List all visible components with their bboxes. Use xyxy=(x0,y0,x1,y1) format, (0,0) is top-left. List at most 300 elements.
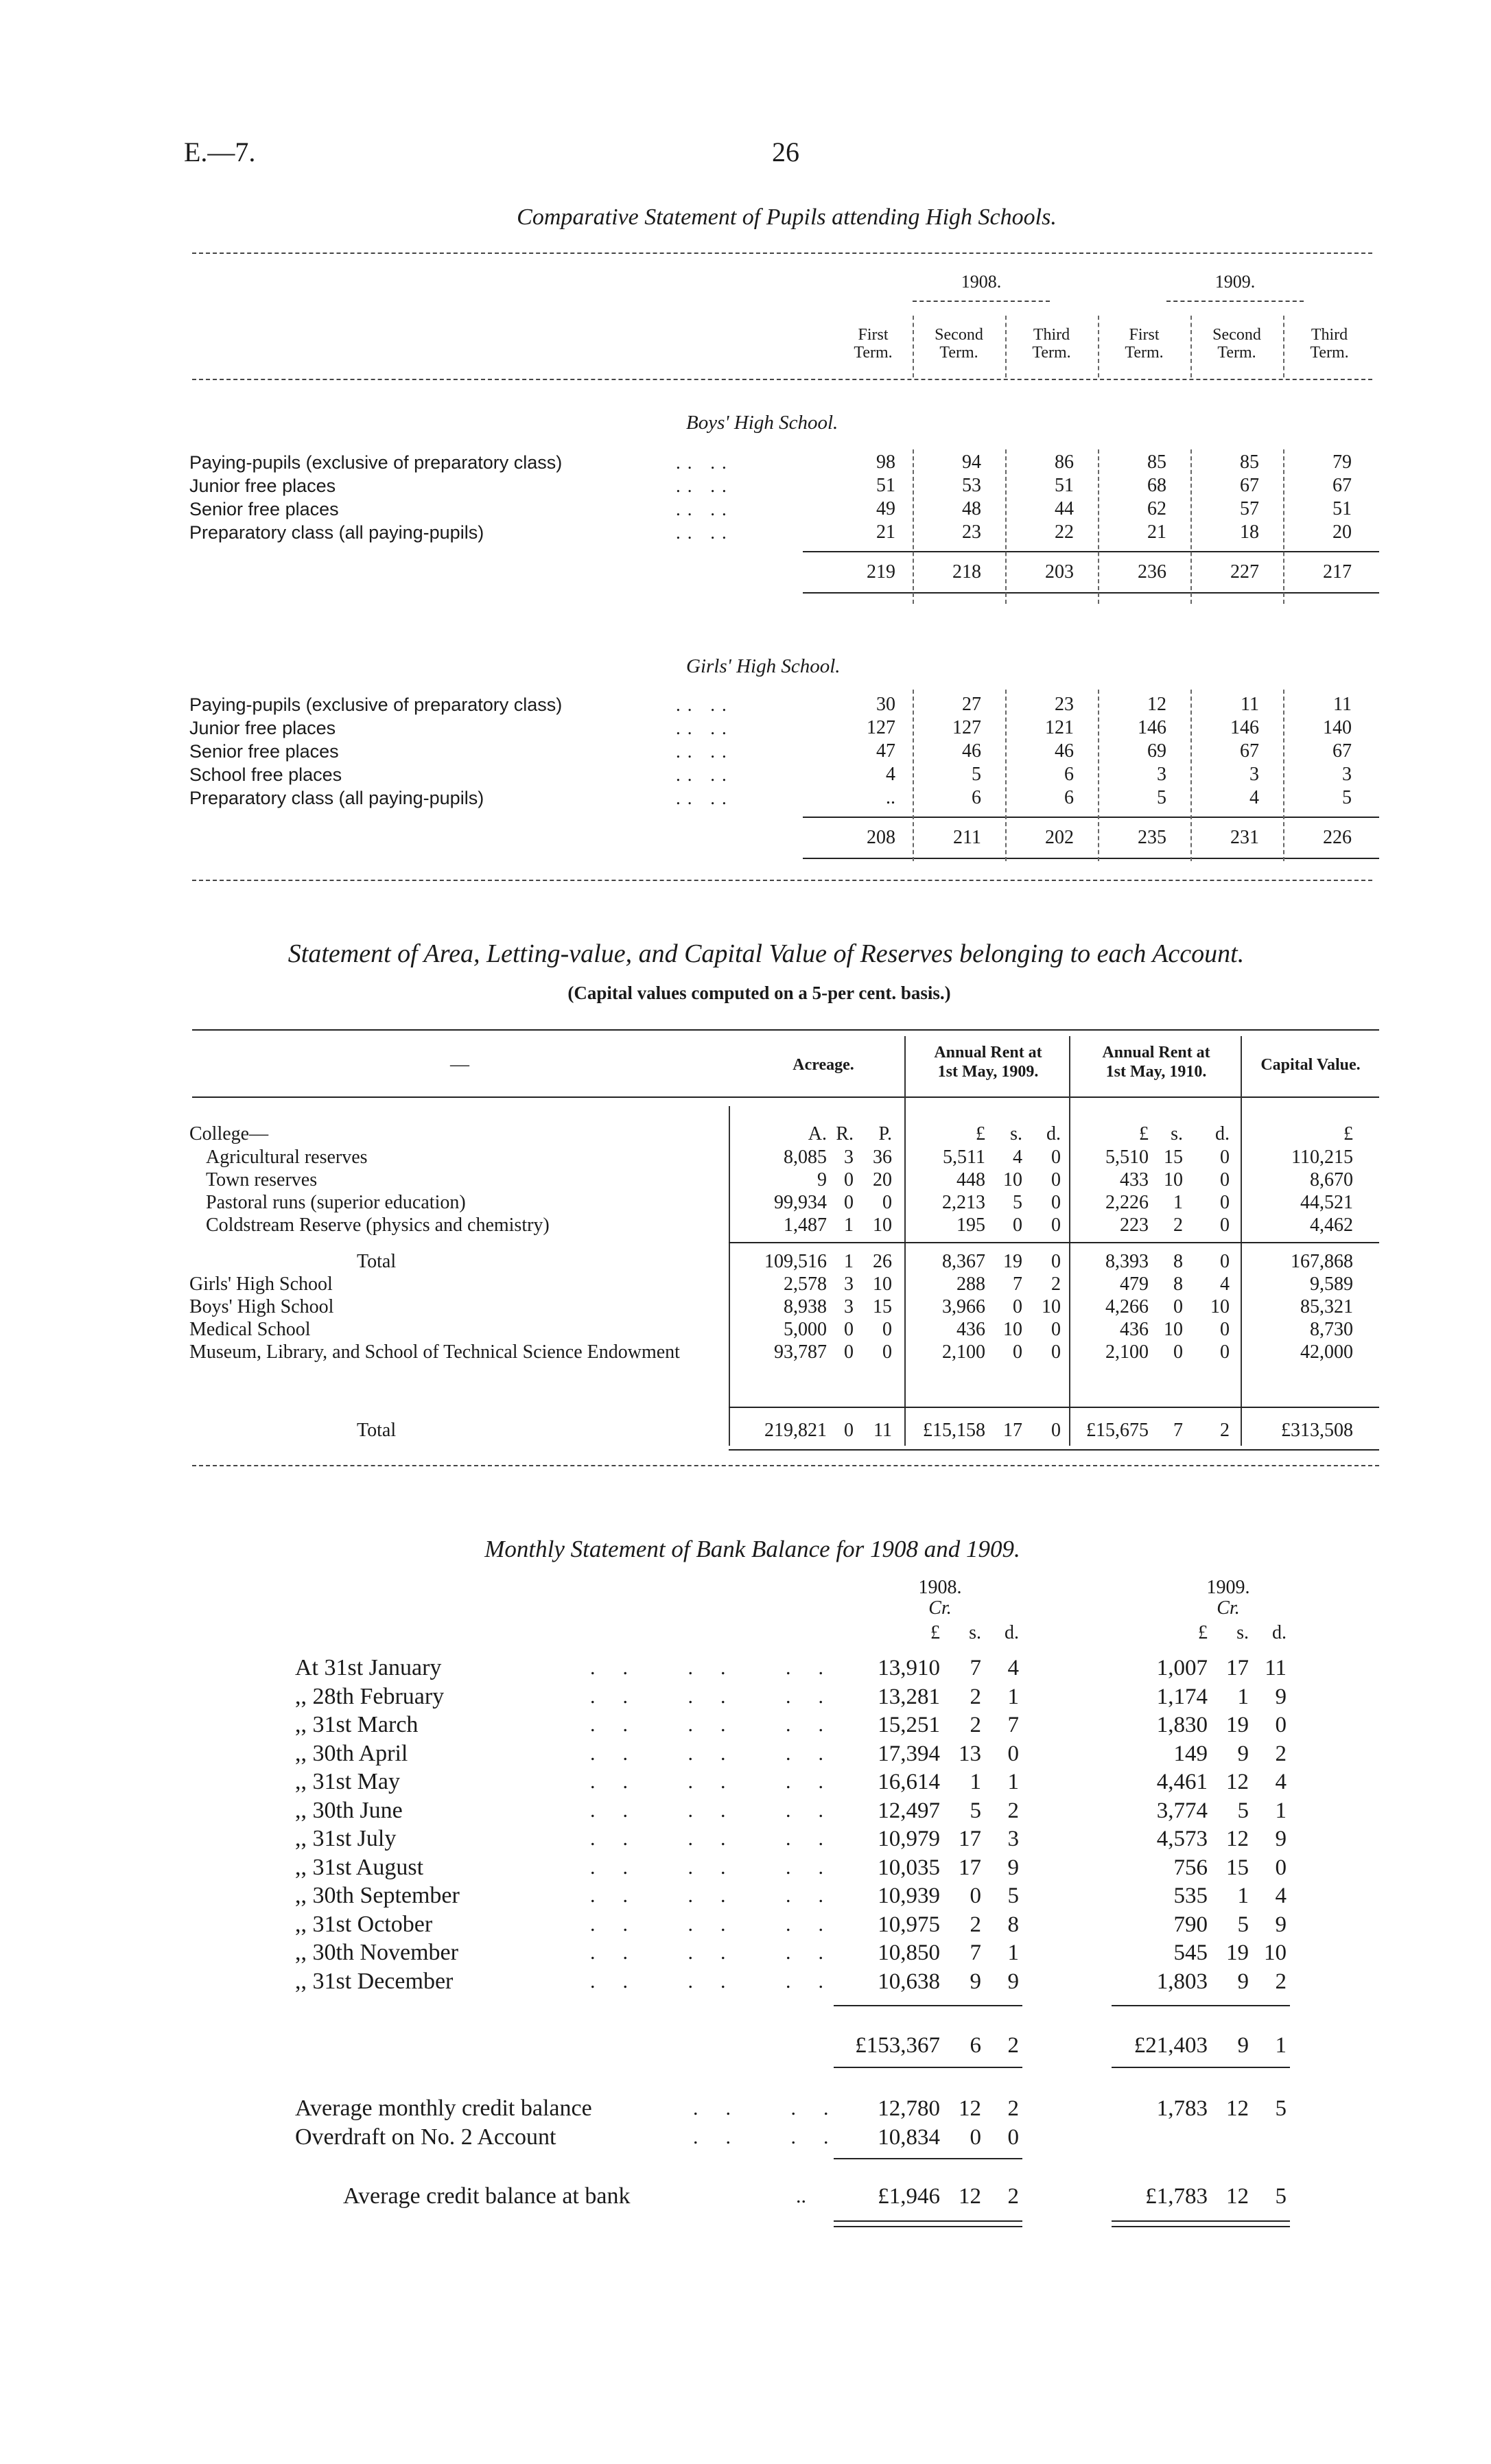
rule xyxy=(834,2005,1022,2006)
bank-1908-shillings: 2 xyxy=(970,1713,981,1737)
rule xyxy=(834,2067,1022,2068)
bank-total-1909-pence: 1 xyxy=(1275,2033,1287,2058)
cell-value: 146 xyxy=(1230,717,1259,738)
col-rule xyxy=(1190,690,1192,861)
col-rule xyxy=(1283,690,1284,861)
bank-1908-pounds: 13,910 xyxy=(878,1656,940,1680)
rule xyxy=(729,1407,1379,1408)
bank-1909-pence: 10 xyxy=(1264,1940,1287,1965)
bank-unit-label: d. xyxy=(1005,1622,1019,1643)
header-rent-1910 xyxy=(1070,1043,1242,1081)
rent-1909-shillings: 0 xyxy=(1013,1215,1022,1236)
bank-1909-pounds: 4,461 xyxy=(1156,1770,1208,1794)
rent-1910-pounds: 4,266 xyxy=(1105,1296,1149,1317)
cell-value: 51 xyxy=(876,475,895,496)
rule xyxy=(834,2226,1022,2227)
overdraft-label: Overdraft on No. 2 Account xyxy=(295,2124,556,2150)
bank-unit-label: s. xyxy=(1236,1622,1249,1643)
leader-dots: .. .. .. xyxy=(590,1798,851,1822)
rent-1909-pence: 0 xyxy=(1051,1341,1061,1363)
rent-1910-shillings: 8 xyxy=(1173,1251,1183,1272)
leader-dots: .. .. .. xyxy=(590,1884,851,1907)
header-acreage: Acreage. xyxy=(793,1056,854,1074)
avg-bank-1908-shillings: 12 xyxy=(959,2184,981,2209)
total-value: 211 xyxy=(953,827,981,848)
bank-1909-shillings: 5 xyxy=(1237,1798,1249,1823)
cell-value: 62 xyxy=(1147,498,1166,519)
perches-value: 10 xyxy=(873,1215,892,1236)
capital-value: £313,508 xyxy=(1281,1420,1353,1441)
col-rule xyxy=(1283,449,1284,604)
bank-1908-pence: 5 xyxy=(1007,1884,1019,1908)
term-header-line2: Term. xyxy=(1217,344,1256,362)
rent-1910-pounds: 5,510 xyxy=(1105,1147,1149,1168)
bank-1908-pounds: 10,850 xyxy=(878,1940,940,1965)
bank-1909-pence: 9 xyxy=(1275,1912,1287,1937)
month-label: ,, 30th September xyxy=(295,1883,460,1908)
term-header-line1: Second xyxy=(1212,326,1261,344)
col-rule xyxy=(913,449,914,604)
rent-1909-shillings: 0 xyxy=(1013,1296,1022,1317)
col-rule xyxy=(1005,449,1007,604)
rent-1910-pounds: 479 xyxy=(1120,1274,1149,1295)
roods-value: 0 xyxy=(844,1192,854,1213)
bank-unit-label: £ xyxy=(1198,1622,1208,1643)
bank-unit-label: £ xyxy=(930,1622,940,1643)
cell-value: 53 xyxy=(962,475,981,496)
leader-dots: .. .. .. xyxy=(590,1656,851,1679)
header-rent-1910-line1: Annual Rent at xyxy=(1102,1044,1210,1061)
cell-value: 44 xyxy=(1055,498,1074,519)
month-label: ,, 31st December xyxy=(295,1968,454,1994)
cell-value: 23 xyxy=(1055,694,1074,715)
bank-1908-pence: 4 xyxy=(1007,1656,1019,1680)
cell-value: 49 xyxy=(876,498,895,519)
reserve-row-label: Museum, Library, and School of Technical Science Endowment xyxy=(189,1341,680,1363)
leader-dots: .. .. xyxy=(693,2097,856,2120)
cell-value: 48 xyxy=(962,498,981,519)
term-header-line1: Second xyxy=(935,326,983,344)
bank-total-1908-pence: 2 xyxy=(1007,2033,1019,2058)
capital-value: 8,670 xyxy=(1310,1169,1353,1190)
rent-1909-pounds: 2,213 xyxy=(942,1192,985,1213)
avg-bank-1909-pounds: £1,783 xyxy=(1145,2184,1208,2209)
perches-value: 10 xyxy=(873,1274,892,1295)
roods-value: 3 xyxy=(844,1147,854,1168)
bank-total-1909-shillings: 9 xyxy=(1237,2033,1249,2058)
overdraft-pounds: 10,834 xyxy=(878,2125,940,2150)
bank-1908-pence: 0 xyxy=(1007,1741,1019,1766)
bank-1908-pounds: 10,638 xyxy=(878,1969,940,1994)
unit-label: s. xyxy=(1010,1123,1022,1145)
reserves-title: Statement of Area, Letting-value, and Capital Value of Reserves belonging to each Account. xyxy=(287,939,1245,968)
bank-1908-pounds: 10,035 xyxy=(878,1855,940,1880)
bank-1908-shillings: 13 xyxy=(959,1741,981,1766)
bank-1909-pounds: 790 xyxy=(1173,1912,1208,1937)
roods-value: 0 xyxy=(844,1169,854,1190)
bank-1908-shillings: 9 xyxy=(970,1969,981,1994)
bank-1909-pence: 2 xyxy=(1275,1969,1287,1994)
row-label: Senior free places xyxy=(189,499,339,519)
col-rule xyxy=(1098,316,1099,377)
rent-1910-pence: 0 xyxy=(1220,1147,1230,1168)
cell-value: 67 xyxy=(1332,740,1352,762)
col-rule xyxy=(1283,316,1284,377)
rent-1909-pence: 0 xyxy=(1051,1215,1061,1236)
row-label: Junior free places xyxy=(189,476,336,496)
col-rule xyxy=(1069,1036,1070,1446)
bank-1909-pounds: 3,774 xyxy=(1156,1798,1208,1823)
col-rule xyxy=(1098,449,1099,604)
bank-1909-pounds: 1,007 xyxy=(1156,1656,1208,1680)
rent-1909-shillings: 10 xyxy=(1003,1169,1022,1190)
rule xyxy=(1112,2220,1290,2222)
term-header-line1: First xyxy=(1129,326,1160,344)
rent-1910-pence: 0 xyxy=(1220,1319,1230,1340)
bank-1908-shillings: 5 xyxy=(970,1798,981,1823)
rent-1909-pence: 2 xyxy=(1051,1274,1061,1295)
header-rent-1909-line2: 1st May, 1909. xyxy=(937,1063,1039,1081)
cell-value: 23 xyxy=(962,521,981,543)
rent-1909-pence: 0 xyxy=(1051,1420,1061,1441)
bank-1909-pounds: 149 xyxy=(1173,1741,1208,1766)
leader-dots: .. .. xyxy=(693,2126,856,2148)
month-label: ,, 28th February xyxy=(295,1683,445,1709)
cell-value: 47 xyxy=(876,740,895,762)
rent-1909-pence: 0 xyxy=(1051,1192,1061,1213)
rule xyxy=(729,1449,1379,1451)
acreage-value: 109,516 xyxy=(764,1251,827,1272)
avg-1908-pounds: 12,780 xyxy=(878,2096,940,2121)
capital-value: 4,462 xyxy=(1310,1215,1353,1236)
bank-cr-1908: Cr. xyxy=(928,1597,952,1619)
rent-1909-pounds: 448 xyxy=(956,1169,985,1190)
avg-bank-1908-pounds: £1,946 xyxy=(878,2184,940,2209)
bank-1908-pence: 8 xyxy=(1007,1912,1019,1937)
header-rent-1910-line2: 1st May, 1910. xyxy=(1105,1063,1207,1081)
rule xyxy=(803,551,1379,552)
total-value: 218 xyxy=(952,561,981,583)
capital-value: 110,215 xyxy=(1291,1147,1353,1168)
bank-unit-label: d. xyxy=(1272,1622,1287,1643)
header-capital: Capital Value. xyxy=(1260,1056,1361,1074)
bank-1908-pence: 9 xyxy=(1007,1969,1019,1994)
month-label: ,, 31st May xyxy=(295,1769,400,1794)
bank-1908-pounds: 10,939 xyxy=(878,1884,940,1908)
total-value: 208 xyxy=(867,827,895,848)
rent-1910-pounds: 2,226 xyxy=(1105,1192,1149,1213)
acreage-value: 99,934 xyxy=(774,1192,827,1213)
total-value: 227 xyxy=(1230,561,1259,583)
leader-dots: .. .. .. xyxy=(590,1827,851,1850)
capital-value: 42,000 xyxy=(1300,1341,1353,1363)
college-row-label: Agricultural reserves xyxy=(206,1147,368,1168)
bank-total-1908-shillings: 6 xyxy=(970,2033,981,2058)
rent-1909-shillings: 0 xyxy=(1013,1341,1022,1363)
rule xyxy=(834,2220,1022,2222)
total-value: 231 xyxy=(1230,827,1259,848)
leader-dots: .. xyxy=(796,2185,806,2207)
avg-bank-label: Average credit balance at bank xyxy=(343,2183,631,2209)
cell-value: 4 xyxy=(886,764,895,785)
rent-1910-shillings: 10 xyxy=(1164,1169,1183,1190)
bank-1908-pence: 1 xyxy=(1007,1684,1019,1709)
rule xyxy=(1166,301,1304,302)
bank-1908-pence: 2 xyxy=(1007,1798,1019,1823)
term-header-line1: Third xyxy=(1033,326,1070,344)
roods-value: 1 xyxy=(844,1251,854,1272)
bank-year-1908: 1908. xyxy=(918,1577,962,1598)
bank-1908-shillings: 1 xyxy=(970,1770,981,1794)
row-label: School free places xyxy=(189,764,342,785)
cell-value: 127 xyxy=(867,717,895,738)
rent-1910-shillings: 10 xyxy=(1164,1319,1183,1340)
cell-value: 46 xyxy=(1055,740,1074,762)
bank-cr-1909: Cr. xyxy=(1217,1597,1240,1619)
rule xyxy=(192,379,1372,380)
cell-value: 5 xyxy=(1157,787,1166,808)
rent-1910-shillings: 0 xyxy=(1173,1341,1183,1363)
rent-1909-shillings: 5 xyxy=(1013,1192,1022,1213)
roods-value: 3 xyxy=(844,1296,854,1317)
rent-1910-shillings: 2 xyxy=(1173,1215,1183,1236)
term-header-line2: Term. xyxy=(939,344,978,362)
leader-dots: .. .. .. xyxy=(590,1741,851,1765)
roods-value: 0 xyxy=(844,1341,854,1363)
term-header-line2: Term. xyxy=(1125,344,1164,362)
cell-value: 6 xyxy=(972,787,981,808)
bank-1909-pence: 4 xyxy=(1275,1770,1287,1794)
total-value: 219 xyxy=(867,561,895,583)
row-dots: .. .. xyxy=(676,499,733,519)
total-value: 226 xyxy=(1323,827,1352,848)
rule xyxy=(192,880,1372,881)
rent-1910-pence: 2 xyxy=(1220,1420,1230,1441)
cell-value: 3 xyxy=(1249,764,1259,785)
bank-1908-pence: 3 xyxy=(1007,1827,1019,1851)
acreage-value: 1,487 xyxy=(784,1215,827,1236)
college-label: College— xyxy=(189,1123,269,1145)
month-label: ,, 31st July xyxy=(295,1826,397,1851)
month-label: ,, 31st March xyxy=(295,1712,419,1737)
row-dots: .. .. xyxy=(676,522,733,543)
rent-1910-pence: 0 xyxy=(1220,1251,1230,1272)
bank-1909-pence: 2 xyxy=(1275,1741,1287,1766)
cell-value: 27 xyxy=(962,694,981,715)
cell-value: 6 xyxy=(1064,787,1074,808)
cell-value: 85 xyxy=(1147,451,1166,473)
bank-1909-pounds: 545 xyxy=(1173,1940,1208,1965)
avg-bank-1909-pence: 5 xyxy=(1275,2184,1287,2209)
cell-value: 67 xyxy=(1240,475,1259,496)
bank-1909-pence: 0 xyxy=(1275,1713,1287,1737)
rent-1909-pounds: 5,511 xyxy=(943,1147,985,1168)
rule xyxy=(834,2158,1022,2159)
rule xyxy=(192,1096,1379,1098)
bank-1909-pounds: 535 xyxy=(1173,1884,1208,1908)
bank-1909-shillings: 1 xyxy=(1237,1884,1249,1908)
rent-1910-pence: 4 xyxy=(1220,1274,1230,1295)
bank-1909-pounds: 756 xyxy=(1173,1855,1208,1880)
cell-value: 5 xyxy=(972,764,981,785)
leader-dots: .. .. .. xyxy=(590,1770,851,1793)
cell-value: 11 xyxy=(1241,694,1259,715)
roods-value: 0 xyxy=(844,1420,854,1441)
cell-value: 127 xyxy=(952,717,981,738)
rent-1909-pounds: 2,100 xyxy=(942,1341,985,1363)
perches-value: 11 xyxy=(873,1420,892,1441)
col-rule xyxy=(1190,316,1192,377)
cell-value: 79 xyxy=(1332,451,1352,473)
row-label: Paying-pupils (exclusive of preparatory class) xyxy=(189,452,563,473)
bank-1909-pence: 1 xyxy=(1275,1798,1287,1823)
cell-value: 69 xyxy=(1147,740,1166,762)
cell-value: 46 xyxy=(962,740,981,762)
acreage-value: 93,787 xyxy=(774,1341,827,1363)
rent-1910-pounds: 8,393 xyxy=(1105,1251,1149,1272)
cell-value: 11 xyxy=(1333,694,1352,715)
row-label: Preparatory class (all paying-pupils) xyxy=(189,788,484,808)
rule xyxy=(913,301,1050,302)
avg-1908-shillings: 12 xyxy=(959,2096,981,2121)
avg-bank-1909-shillings: 12 xyxy=(1226,2184,1249,2209)
bank-title: Monthly Statement of Bank Balance for 1908 and 1909. xyxy=(484,1536,1020,1562)
total-value: 236 xyxy=(1138,561,1166,583)
row-dots: .. .. xyxy=(676,452,733,473)
term-header-line2: Term. xyxy=(1032,344,1071,362)
row-label: Junior free places xyxy=(189,718,336,738)
rent-1910-pounds: £15,675 xyxy=(1086,1420,1149,1441)
roods-value: 0 xyxy=(844,1319,854,1340)
rent-1910-pounds: 223 xyxy=(1120,1215,1149,1236)
bank-1908-pounds: 17,394 xyxy=(878,1741,940,1766)
rent-1909-pounds: £15,158 xyxy=(923,1420,985,1441)
unit-label: d. xyxy=(1046,1123,1061,1145)
year-1909: 1909. xyxy=(1214,272,1256,292)
term-header-line1: First xyxy=(858,326,889,344)
col-rule xyxy=(1005,690,1007,861)
rent-1910-pounds: 2,100 xyxy=(1105,1341,1149,1363)
cell-value: 22 xyxy=(1055,521,1074,543)
bank-1909-pence: 11 xyxy=(1265,1656,1287,1680)
bank-1908-shillings: 2 xyxy=(970,1912,981,1937)
cell-value: 94 xyxy=(962,451,981,473)
leader-dots: .. .. .. xyxy=(590,1941,851,1964)
row-dots: .. .. xyxy=(676,764,733,785)
bank-1909-shillings: 5 xyxy=(1237,1912,1249,1937)
year-1908: 1908. xyxy=(961,272,1002,292)
cell-value: 67 xyxy=(1240,740,1259,762)
reserve-row-label: Boys' High School xyxy=(189,1296,334,1317)
month-label: ,, 31st August xyxy=(295,1854,424,1880)
cell-value: 20 xyxy=(1332,521,1352,543)
rent-1910-shillings: 1 xyxy=(1173,1192,1183,1213)
reserve-row-label: Girls' High School xyxy=(189,1274,333,1295)
header-dash: — xyxy=(450,1054,469,1075)
rent-1909-pounds: 3,966 xyxy=(942,1296,985,1317)
rent-1910-shillings: 0 xyxy=(1173,1296,1183,1317)
cell-value: 30 xyxy=(876,694,895,715)
cell-value: 146 xyxy=(1138,717,1166,738)
cell-value: 140 xyxy=(1323,717,1352,738)
capital-value: 167,868 xyxy=(1291,1251,1353,1272)
cell-value: 121 xyxy=(1045,717,1074,738)
bank-1909-shillings: 12 xyxy=(1226,1827,1249,1851)
total-value: 217 xyxy=(1323,561,1352,583)
unit-label: £ xyxy=(1343,1123,1353,1145)
rule xyxy=(803,592,1379,594)
capital-value: 8,730 xyxy=(1310,1319,1353,1340)
bank-year-1909: 1909. xyxy=(1206,1577,1250,1598)
page-code: E.—7. xyxy=(184,137,256,167)
boys-heading: Boys' High School. xyxy=(686,412,838,434)
perches-value: 26 xyxy=(873,1251,892,1272)
cell-value: .. xyxy=(886,787,895,808)
avg-1908-pence: 2 xyxy=(1007,2096,1019,2121)
rent-1909-pounds: 436 xyxy=(956,1319,985,1340)
bank-1908-pence: 9 xyxy=(1007,1855,1019,1880)
rent-1909-shillings: 10 xyxy=(1003,1319,1022,1340)
bank-1908-pounds: 10,975 xyxy=(878,1912,940,1937)
reserve-row-label: Total xyxy=(357,1251,397,1272)
rent-1910-pounds: 436 xyxy=(1120,1319,1149,1340)
acreage-value: 8,938 xyxy=(784,1296,827,1317)
perches-value: 0 xyxy=(882,1341,892,1363)
roods-value: 3 xyxy=(844,1274,854,1295)
college-row-label: Coldstream Reserve (physics and chemistry) xyxy=(206,1215,550,1236)
term-header-line1: Third xyxy=(1311,326,1348,344)
bank-1909-pence: 0 xyxy=(1275,1855,1287,1880)
cell-value: 21 xyxy=(1147,521,1166,543)
bank-1909-shillings: 12 xyxy=(1226,1770,1249,1794)
bank-1909-pence: 9 xyxy=(1275,1827,1287,1851)
bank-1909-shillings: 9 xyxy=(1237,1969,1249,1994)
rent-1910-pence: 0 xyxy=(1220,1215,1230,1236)
header-rent-1909 xyxy=(906,1043,1070,1081)
bank-1908-pence: 1 xyxy=(1007,1940,1019,1965)
capital-value: 44,521 xyxy=(1300,1192,1353,1213)
bank-1908-shillings: 7 xyxy=(970,1656,981,1680)
cell-value: 6 xyxy=(1064,764,1074,785)
total-value: 235 xyxy=(1138,827,1166,848)
bank-1908-shillings: 7 xyxy=(970,1940,981,1965)
rent-1910-pence: 0 xyxy=(1220,1169,1230,1190)
cell-value: 51 xyxy=(1332,498,1352,519)
unit-label: R. xyxy=(836,1123,854,1145)
cell-value: 68 xyxy=(1147,475,1166,496)
bank-1908-shillings: 17 xyxy=(959,1827,981,1851)
bank-1909-shillings: 1 xyxy=(1237,1684,1249,1709)
rent-1910-pounds: 433 xyxy=(1120,1169,1149,1190)
term-header-line2: Term. xyxy=(1310,344,1349,362)
bank-1909-shillings: 17 xyxy=(1226,1656,1249,1680)
rent-1910-pence: 0 xyxy=(1220,1341,1230,1363)
unit-label: £ xyxy=(976,1123,985,1145)
rent-1910-shillings: 8 xyxy=(1173,1274,1183,1295)
bank-1908-shillings: 0 xyxy=(970,1884,981,1908)
pupils-title: Comparative Statement of Pupils attending High Schools. xyxy=(517,204,1057,230)
row-label: Paying-pupils (exclusive of preparatory class) xyxy=(189,694,563,715)
bank-1908-pounds: 13,281 xyxy=(878,1684,940,1709)
bank-1908-pounds: 10,979 xyxy=(878,1827,940,1851)
perches-value: 0 xyxy=(882,1192,892,1213)
rule xyxy=(192,1465,1379,1466)
month-label: ,, 30th November xyxy=(295,1940,458,1965)
cell-value: 51 xyxy=(1055,475,1074,496)
bank-1908-shillings: 2 xyxy=(970,1684,981,1709)
rent-1909-shillings: 19 xyxy=(1003,1251,1022,1272)
leader-dots: .. .. .. xyxy=(590,1855,851,1879)
